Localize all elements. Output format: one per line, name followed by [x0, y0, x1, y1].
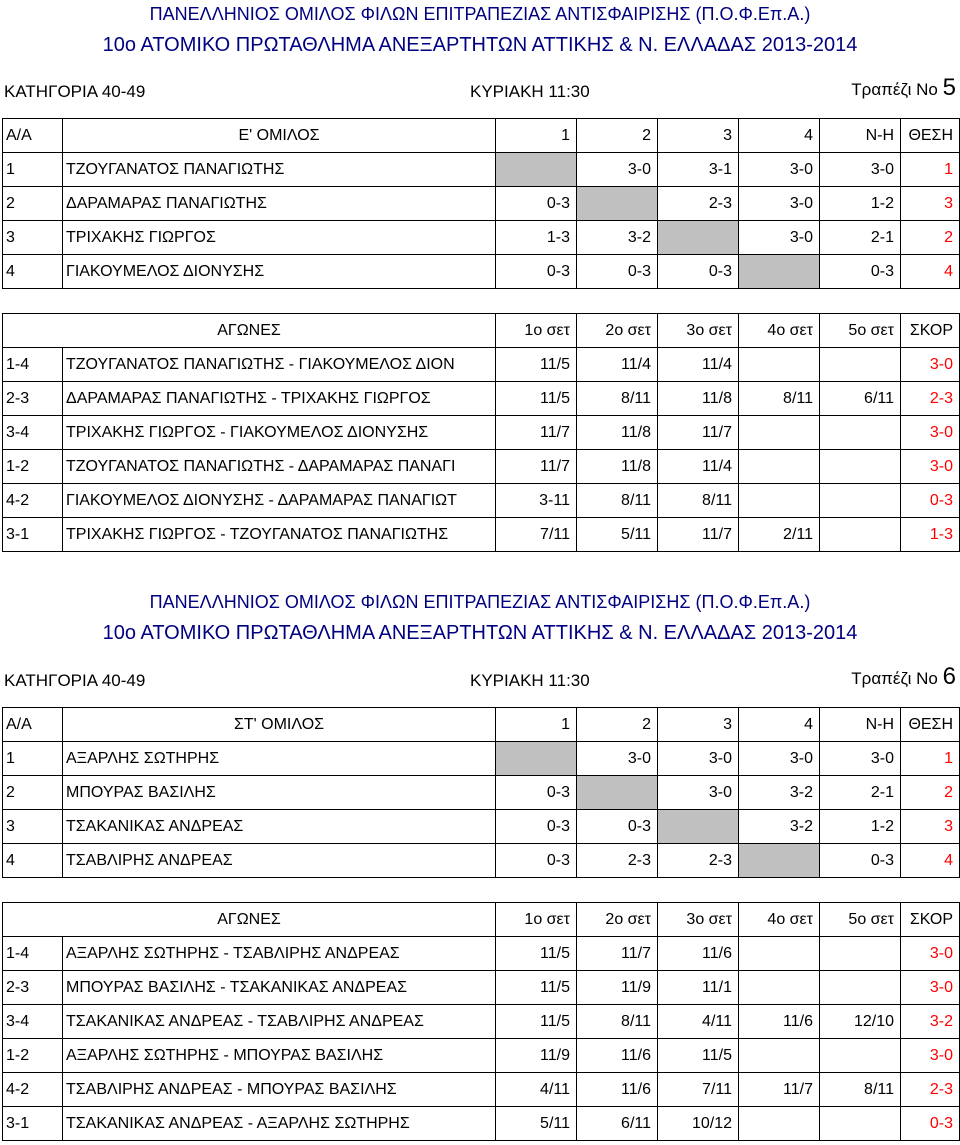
- group-header-cell: Α/Α: [3, 119, 63, 153]
- player-row: [3, 844, 960, 878]
- set-score-cell: 11/6: [658, 937, 739, 971]
- match-score-cell: 3-0: [901, 937, 960, 971]
- set-score-cell: 11/8: [577, 416, 658, 450]
- win-loss-cell: 2-1: [820, 221, 901, 255]
- set-score-cell: 3-11: [496, 484, 577, 518]
- matches-header-cell: 1ο σετ: [496, 314, 577, 348]
- match-row: [3, 937, 960, 971]
- group-header-cell: 2: [577, 708, 658, 742]
- matches-table: [2, 313, 960, 552]
- player-name: ΤΖΟΥΓΑΝΑΤΟΣ ΠΑΝΑΓΙΩΤΗΣ: [63, 153, 496, 187]
- match-code: 1-4: [3, 348, 63, 382]
- self-match-cell: [658, 221, 739, 255]
- group-standings-table: [2, 118, 960, 289]
- match-code: 1-4: [3, 937, 63, 971]
- time-label: ΚΥΡΙΑΚΗ 11:30: [470, 82, 590, 101]
- table-label-text: Τραπέζι Νο: [851, 669, 938, 688]
- result-cell: 0-3: [496, 776, 577, 810]
- set-score-cell: [820, 937, 901, 971]
- match-pairing: ΤΖΟΥΓΑΝΑΤΟΣ ΠΑΝΑΓΙΩΤΗΣ - ΔΑΡΑΜΑΡΑΣ ΠΑΝΑΓΙ: [63, 450, 496, 484]
- result-cell: 2-3: [577, 844, 658, 878]
- set-score-cell: 7/11: [496, 518, 577, 552]
- matches-header-cell: 2ο σετ: [577, 314, 658, 348]
- win-loss-cell: 2-1: [820, 776, 901, 810]
- section-table-5: [0, 0, 960, 570]
- set-score-cell: 11/5: [496, 382, 577, 416]
- result-cell: 0-3: [496, 810, 577, 844]
- matches-header-cell: 3ο σετ: [658, 903, 739, 937]
- section-table-6: [0, 588, 960, 1145]
- self-match-cell: [577, 776, 658, 810]
- self-match-cell: [739, 844, 820, 878]
- self-match-cell: [658, 810, 739, 844]
- set-score-cell: 11/4: [577, 348, 658, 382]
- match-pairing: ΤΣΑΒΛΙΡΗΣ ΑΝΔΡΕΑΣ - ΜΠΟΥΡΑΣ ΒΑΣΙΛΗΣ: [63, 1073, 496, 1107]
- set-score-cell: 8/11: [820, 1073, 901, 1107]
- match-score-cell: 1-3: [901, 518, 960, 552]
- group-header-cell: 3: [658, 119, 739, 153]
- table-number-value: 5: [942, 74, 956, 101]
- matches-header-cell: ΣΚΟΡ: [901, 314, 960, 348]
- group-header-cell: Ν-Η: [820, 119, 901, 153]
- match-pairing: ΤΡΙΧΑΚΗΣ ΓΙΩΡΓΟΣ - ΓΙΑΚΟΥΜΕΛΟΣ ΔΙΟΝΥΣΗΣ: [63, 416, 496, 450]
- table-number-label: [851, 74, 956, 101]
- matches-header-cell: ΣΚΟΡ: [901, 903, 960, 937]
- match-score-cell: 2-3: [901, 1073, 960, 1107]
- matches-header-row: [3, 314, 960, 348]
- match-row: [3, 416, 960, 450]
- set-score-cell: 6/11: [577, 1107, 658, 1141]
- match-row: [3, 1107, 960, 1141]
- self-match-cell: [496, 742, 577, 776]
- group-header-cell: 4: [739, 708, 820, 742]
- matches-header-cell: 5ο σετ: [820, 903, 901, 937]
- result-cell: 3-2: [739, 810, 820, 844]
- match-pairing: ΓΙΑΚΟΥΜΕΛΟΣ ΔΙΟΝΥΣΗΣ - ΔΑΡΑΜΑΡΑΣ ΠΑΝΑΓΙΩΤ: [63, 484, 496, 518]
- time-label: ΚΥΡΙΑΚΗ 11:30: [470, 671, 590, 690]
- result-cell: 3-0: [577, 742, 658, 776]
- player-name: ΤΡΙΧΑΚΗΣ ΓΙΩΡΓΟΣ: [63, 221, 496, 255]
- set-score-cell: 11/7: [658, 416, 739, 450]
- set-score-cell: 10/12: [658, 1107, 739, 1141]
- set-score-cell: [739, 937, 820, 971]
- match-score-cell: 3-0: [901, 416, 960, 450]
- set-score-cell: 11/8: [658, 382, 739, 416]
- match-code: 3-4: [3, 1005, 63, 1039]
- result-cell: 0-3: [577, 255, 658, 289]
- set-score-cell: [820, 484, 901, 518]
- set-score-cell: 11/9: [577, 971, 658, 1005]
- set-score-cell: [820, 518, 901, 552]
- result-cell: 3-0: [739, 742, 820, 776]
- matches-table: [2, 902, 960, 1141]
- player-row: [3, 153, 960, 187]
- player-name: ΜΠΟΥΡΑΣ ΒΑΣΙΛΗΣ: [63, 776, 496, 810]
- position-cell: 3: [901, 810, 960, 844]
- player-name: ΤΣΑΒΛΙΡΗΣ ΑΝΔΡΕΑΣ: [63, 844, 496, 878]
- position-cell: 2: [901, 776, 960, 810]
- result-cell: 3-0: [739, 153, 820, 187]
- match-code: 1-2: [3, 450, 63, 484]
- player-row: [3, 810, 960, 844]
- player-number: 1: [3, 153, 63, 187]
- set-score-cell: [820, 1039, 901, 1073]
- match-pairing: ΑΞΑΡΛΗΣ ΣΩΤΗΡΗΣ - ΜΠΟΥΡΑΣ ΒΑΣΙΛΗΣ: [63, 1039, 496, 1073]
- match-score-cell: 3-0: [901, 348, 960, 382]
- category-label: ΚΑΤΗΓΟΡΙΑ 40-49: [4, 82, 146, 101]
- match-score-cell: 3-2: [901, 1005, 960, 1039]
- org-title: ΠΑΝΕΛΛΗΝΙΟΣ ΟΜΙΛΟΣ ΦΙΛΩΝ ΕΠΙΤΡΑΠΕΖΙΑΣ ΑΝΤΙΣΦΑΙΡΙΣΗΣ (Π.Ο.Φ.Επ.Α.): [149, 592, 811, 612]
- group-header-cell: ΣΤ' ΟΜΙΛΟΣ: [63, 708, 496, 742]
- org-title: ΠΑΝΕΛΛΗΝΙΟΣ ΟΜΙΛΟΣ ΦΙΛΩΝ ΕΠΙΤΡΑΠΕΖΙΑΣ ΑΝΤΙΣΦΑΙΡΙΣΗΣ (Π.Ο.Φ.Επ.Α.): [149, 4, 811, 24]
- result-cell: 3-0: [577, 153, 658, 187]
- result-cell: 3-0: [658, 776, 739, 810]
- player-row: [3, 221, 960, 255]
- player-name: ΔΑΡΑΜΑΡΑΣ ΠΑΝΑΓΙΩΤΗΣ: [63, 187, 496, 221]
- player-number: 2: [3, 776, 63, 810]
- set-score-cell: 8/11: [658, 484, 739, 518]
- self-match-cell: [577, 187, 658, 221]
- match-score-cell: 3-0: [901, 971, 960, 1005]
- player-row: [3, 742, 960, 776]
- set-score-cell: 2/11: [739, 518, 820, 552]
- group-header-row: [3, 119, 960, 153]
- group-header-cell: Ν-Η: [820, 708, 901, 742]
- result-cell: 3-2: [739, 776, 820, 810]
- set-score-cell: 11/7: [496, 416, 577, 450]
- win-loss-cell: 3-0: [820, 153, 901, 187]
- matches-header-cell: 5ο σετ: [820, 314, 901, 348]
- set-score-cell: [739, 1107, 820, 1141]
- match-code: 2-3: [3, 971, 63, 1005]
- set-score-cell: [739, 450, 820, 484]
- set-score-cell: 11/7: [577, 937, 658, 971]
- win-loss-cell: 3-0: [820, 742, 901, 776]
- match-code: 3-4: [3, 416, 63, 450]
- match-score-cell: 0-3: [901, 484, 960, 518]
- result-cell: 3-2: [577, 221, 658, 255]
- win-loss-cell: 1-2: [820, 810, 901, 844]
- match-code: 3-1: [3, 518, 63, 552]
- self-match-cell: [739, 255, 820, 289]
- match-row: [3, 450, 960, 484]
- set-score-cell: 8/11: [577, 484, 658, 518]
- set-score-cell: 11/7: [658, 518, 739, 552]
- matches-header-row: [3, 903, 960, 937]
- match-pairing: ΜΠΟΥΡΑΣ ΒΑΣΙΛΗΣ - ΤΣΑΚΑΝΙΚΑΣ ΑΝΔΡΕΑΣ: [63, 971, 496, 1005]
- table-label-text: Τραπέζι Νο: [851, 80, 938, 99]
- player-name: ΑΞΑΡΛΗΣ ΣΩΤΗΡΗΣ: [63, 742, 496, 776]
- set-score-cell: [739, 348, 820, 382]
- match-score-cell: 3-0: [901, 450, 960, 484]
- table-number-value: 6: [942, 663, 956, 690]
- match-code: 3-1: [3, 1107, 63, 1141]
- player-row: [3, 187, 960, 221]
- set-score-cell: [820, 450, 901, 484]
- player-number: 3: [3, 810, 63, 844]
- result-cell: 0-3: [577, 810, 658, 844]
- set-score-cell: 8/11: [739, 382, 820, 416]
- set-score-cell: 11/6: [739, 1005, 820, 1039]
- match-row: [3, 484, 960, 518]
- set-score-cell: 11/9: [496, 1039, 577, 1073]
- result-cell: 3-0: [739, 187, 820, 221]
- set-score-cell: 11/7: [496, 450, 577, 484]
- match-pairing: ΤΣΑΚΑΝΙΚΑΣ ΑΝΔΡΕΑΣ - ΑΞΑΡΛΗΣ ΣΩΤΗΡΗΣ: [63, 1107, 496, 1141]
- match-code: 4-2: [3, 1073, 63, 1107]
- player-name: ΤΣΑΚΑΝΙΚΑΣ ΑΝΔΡΕΑΣ: [63, 810, 496, 844]
- result-cell: 0-3: [658, 255, 739, 289]
- set-score-cell: 11/5: [496, 348, 577, 382]
- group-header-cell: 3: [658, 708, 739, 742]
- result-cell: 3-0: [658, 742, 739, 776]
- set-score-cell: 5/11: [496, 1107, 577, 1141]
- result-cell: 0-3: [496, 187, 577, 221]
- set-score-cell: [820, 971, 901, 1005]
- result-cell: 2-3: [658, 844, 739, 878]
- match-score-cell: 0-3: [901, 1107, 960, 1141]
- matches-header-cell: 1ο σετ: [496, 903, 577, 937]
- event-title: 10ο ΑΤΟΜΙΚΟ ΠΡΩΤΑΘΛΗΜΑ ΑΝΕΞΑΡΤΗΤΩΝ ΑΤΤΙΚΗΣ & Ν. ΕΛΛΑΔΑΣ 2013-2014: [102, 34, 858, 56]
- result-cell: 1-3: [496, 221, 577, 255]
- position-cell: 4: [901, 255, 960, 289]
- set-score-cell: 11/4: [658, 348, 739, 382]
- match-row: [3, 1039, 960, 1073]
- match-row: [3, 348, 960, 382]
- group-header-cell: ΘΕΣΗ: [901, 119, 960, 153]
- group-header-row: [3, 708, 960, 742]
- set-score-cell: 4/11: [496, 1073, 577, 1107]
- group-header-cell: 4: [739, 119, 820, 153]
- match-pairing: ΤΡΙΧΑΚΗΣ ΓΙΩΡΓΟΣ - ΤΖΟΥΓΑΝΑΤΟΣ ΠΑΝΑΓΙΩΤΗΣ: [63, 518, 496, 552]
- match-score-cell: 3-0: [901, 1039, 960, 1073]
- set-score-cell: 11/5: [496, 971, 577, 1005]
- position-cell: 1: [901, 742, 960, 776]
- player-number: 2: [3, 187, 63, 221]
- match-code: 4-2: [3, 484, 63, 518]
- position-cell: 2: [901, 221, 960, 255]
- set-score-cell: [739, 1039, 820, 1073]
- match-row: [3, 518, 960, 552]
- player-number: 4: [3, 255, 63, 289]
- win-loss-cell: 0-3: [820, 255, 901, 289]
- group-header-cell: 2: [577, 119, 658, 153]
- table-number-label: [851, 663, 956, 690]
- match-score-cell: 2-3: [901, 382, 960, 416]
- matches-header-cell: 3ο σετ: [658, 314, 739, 348]
- set-score-cell: 11/6: [577, 1039, 658, 1073]
- position-cell: 1: [901, 153, 960, 187]
- set-score-cell: 8/11: [577, 382, 658, 416]
- set-score-cell: 11/4: [658, 450, 739, 484]
- match-row: [3, 382, 960, 416]
- player-number: 1: [3, 742, 63, 776]
- match-code: 2-3: [3, 382, 63, 416]
- result-cell: 3-1: [658, 153, 739, 187]
- set-score-cell: 11/8: [577, 450, 658, 484]
- position-cell: 4: [901, 844, 960, 878]
- matches-header-cell: ΑΓΩΝΕΣ: [3, 314, 496, 348]
- set-score-cell: 7/11: [658, 1073, 739, 1107]
- set-score-cell: [739, 484, 820, 518]
- win-loss-cell: 0-3: [820, 844, 901, 878]
- set-score-cell: [820, 348, 901, 382]
- set-score-cell: [820, 416, 901, 450]
- category-label: ΚΑΤΗΓΟΡΙΑ 40-49: [4, 671, 146, 690]
- group-header-cell: Α/Α: [3, 708, 63, 742]
- set-score-cell: 8/11: [577, 1005, 658, 1039]
- set-score-cell: 12/10: [820, 1005, 901, 1039]
- matches-header-cell: 4ο σετ: [739, 903, 820, 937]
- set-score-cell: 6/11: [820, 382, 901, 416]
- self-match-cell: [496, 153, 577, 187]
- match-pairing: ΔΑΡΑΜΑΡΑΣ ΠΑΝΑΓΙΩΤΗΣ - ΤΡΙΧΑΚΗΣ ΓΙΩΡΓΟΣ: [63, 382, 496, 416]
- set-score-cell: 11/6: [577, 1073, 658, 1107]
- set-score-cell: 11/5: [496, 1005, 577, 1039]
- match-pairing: ΑΞΑΡΛΗΣ ΣΩΤΗΡΗΣ - ΤΣΑΒΛΙΡΗΣ ΑΝΔΡΕΑΣ: [63, 937, 496, 971]
- player-number: 3: [3, 221, 63, 255]
- set-score-cell: 11/5: [658, 1039, 739, 1073]
- set-score-cell: [820, 1107, 901, 1141]
- group-standings-table: [2, 707, 960, 878]
- matches-header-cell: ΑΓΩΝΕΣ: [3, 903, 496, 937]
- set-score-cell: [739, 971, 820, 1005]
- win-loss-cell: 1-2: [820, 187, 901, 221]
- match-pairing: ΤΖΟΥΓΑΝΑΤΟΣ ΠΑΝΑΓΙΩΤΗΣ - ΓΙΑΚΟΥΜΕΛΟΣ ΔΙΟΝ: [63, 348, 496, 382]
- matches-header-cell: 2ο σετ: [577, 903, 658, 937]
- matches-header-cell: 4ο σετ: [739, 314, 820, 348]
- set-score-cell: 11/7: [739, 1073, 820, 1107]
- match-row: [3, 1073, 960, 1107]
- player-row: [3, 776, 960, 810]
- result-cell: 0-3: [496, 255, 577, 289]
- match-row: [3, 1005, 960, 1039]
- set-score-cell: 11/5: [496, 937, 577, 971]
- event-title: 10ο ΑΤΟΜΙΚΟ ΠΡΩΤΑΘΛΗΜΑ ΑΝΕΞΑΡΤΗΤΩΝ ΑΤΤΙΚΗΣ & Ν. ΕΛΛΑΔΑΣ 2013-2014: [102, 622, 858, 644]
- set-score-cell: 11/1: [658, 971, 739, 1005]
- group-header-cell: 1: [496, 708, 577, 742]
- player-row: [3, 255, 960, 289]
- match-row: [3, 971, 960, 1005]
- player-number: 4: [3, 844, 63, 878]
- set-score-cell: 5/11: [577, 518, 658, 552]
- result-cell: 0-3: [496, 844, 577, 878]
- player-name: ΓΙΑΚΟΥΜΕΛΟΣ ΔΙΟΝΥΣΗΣ: [63, 255, 496, 289]
- match-pairing: ΤΣΑΚΑΝΙΚΑΣ ΑΝΔΡΕΑΣ - ΤΣΑΒΛΙΡΗΣ ΑΝΔΡΕΑΣ: [63, 1005, 496, 1039]
- group-header-cell: Ε' ΟΜΙΛΟΣ: [63, 119, 496, 153]
- set-score-cell: 4/11: [658, 1005, 739, 1039]
- position-cell: 3: [901, 187, 960, 221]
- group-header-cell: ΘΕΣΗ: [901, 708, 960, 742]
- set-score-cell: [739, 416, 820, 450]
- group-header-cell: 1: [496, 119, 577, 153]
- match-code: 1-2: [3, 1039, 63, 1073]
- result-cell: 3-0: [739, 221, 820, 255]
- result-cell: 2-3: [658, 187, 739, 221]
